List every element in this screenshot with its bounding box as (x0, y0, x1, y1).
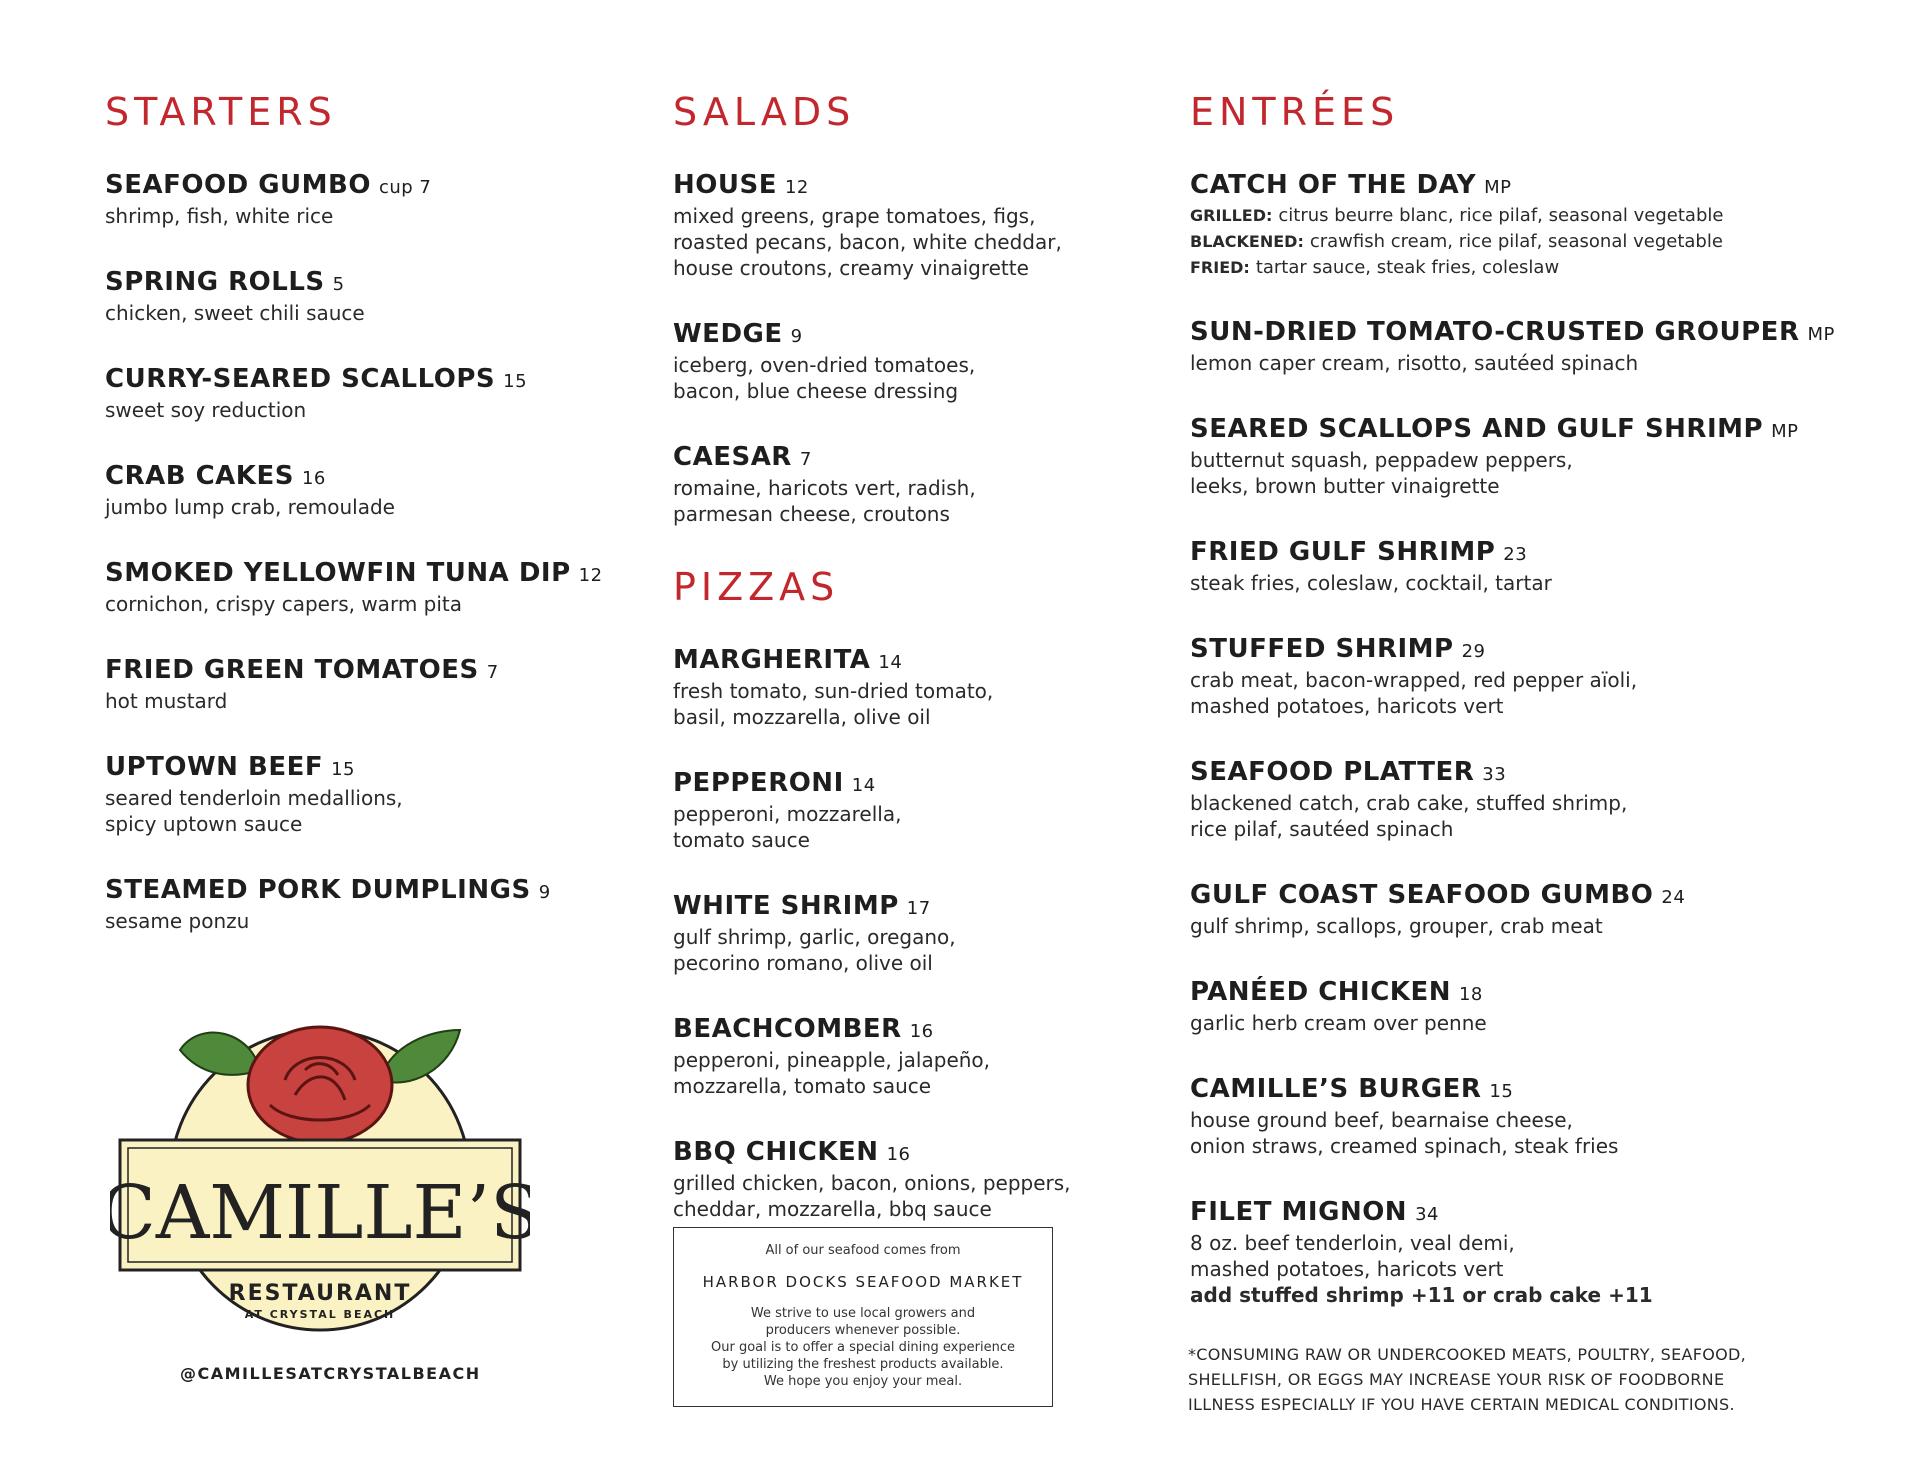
menu-item-description: sweet soy reduction (105, 398, 307, 422)
menu-item-price: MP (1771, 421, 1799, 442)
menu-item (673, 1014, 1143, 1099)
seafood-box-line: We hope you enjoy your meal. (763, 1374, 963, 1389)
menu-item-name: WHITE SHRIMP (673, 891, 899, 921)
seafood-market-name: HARBOR DOCKS SEAFOOD MARKET (702, 1273, 1024, 1291)
catch-prep-row (1190, 255, 1890, 281)
menu-item-price: 24 (1661, 887, 1686, 908)
menu-item-description: steak fries, coleslaw, cocktail, tartar (1190, 571, 1552, 595)
logo-graphic (110, 1010, 530, 1340)
menu-item-description: fresh tomato, sun-dried tomato, (673, 679, 994, 703)
menu-item-name: PANÉED CHICKEN (1190, 977, 1451, 1007)
menu-item-name: BBQ CHICKEN (673, 1137, 879, 1167)
menu-item-name: HOUSE (673, 170, 777, 200)
catch-prep-desc: citrus beurre blanc, rice pilaf, seasonal vegetable (1278, 205, 1724, 226)
menu-item (673, 1137, 1143, 1222)
menu-item (1190, 537, 1890, 596)
menu-item-description: pecorino romano, olive oil (673, 951, 933, 975)
menu-item (1190, 634, 1890, 719)
menu-item-description: mashed potatoes, haricots vert (1190, 694, 1504, 718)
entrees-list (1190, 317, 1890, 1308)
menu-item-name: SPRING ROLLS (105, 267, 325, 297)
menu-item-price: 15 (1489, 1081, 1514, 1102)
menu-item-description: basil, mozzarella, olive oil (673, 705, 931, 729)
leaf-left (180, 1033, 260, 1075)
seafood-intro: All of our seafood comes from (765, 1243, 961, 1258)
menu-item (673, 768, 1143, 853)
menu-item-description: leeks, brown butter vinaigrette (1190, 474, 1500, 498)
menu-item-description: gulf shrimp, scallops, grouper, crab meat (1190, 914, 1603, 938)
menu-item-price: MP (1807, 324, 1835, 345)
disclaimer-line: ILLNESS ESPECIALLY IF YOU HAVE CERTAIN MEDICAL CONDITIONS. (1188, 1395, 1735, 1414)
menu-item-price: 34 (1415, 1204, 1439, 1225)
menu-item-heading (673, 768, 1143, 801)
catch-prep-label: BLACKENED: (1190, 232, 1304, 251)
menu-item-description: jumbo lump crab, remoulade (105, 495, 395, 519)
menu-item-name: UPTOWN BEEF (105, 752, 324, 782)
menu-item-heading (1190, 317, 1890, 350)
catch-prep-desc: crawfish cream, rice pilaf, seasonal vegetable (1309, 231, 1723, 252)
menu-item-price: 9 (790, 326, 803, 347)
menu-item-description: pepperoni, mozzarella, (673, 802, 902, 826)
catch-preps (1190, 203, 1890, 281)
menu-item-price: 18 (1458, 984, 1483, 1005)
logo-wordmark: CAMILLE’S (110, 1170, 530, 1256)
menu-item-description: grilled chicken, bacon, onions, peppers, (673, 1171, 1071, 1195)
catch-prep-row (1190, 203, 1890, 229)
menu-item-description: onion straws, creamed spinach, steak fries (1190, 1134, 1619, 1158)
menu-item-heading (673, 1137, 1143, 1170)
menu-item (673, 891, 1143, 976)
menu-item (105, 752, 625, 837)
menu-item-heading (105, 875, 625, 908)
menu-item (1190, 1074, 1890, 1159)
menu-item-price: 15 (503, 371, 528, 392)
entrees-column (1190, 90, 1890, 1346)
menu-item-description: chicken, sweet chili sauce (105, 301, 365, 325)
menu-item-price: 16 (909, 1021, 934, 1042)
menu-item (105, 655, 625, 714)
menu-item-description: mashed potatoes, haricots vert (1190, 1257, 1504, 1281)
seafood-box-lines (674, 1305, 1052, 1390)
rose-icon (248, 1027, 392, 1143)
salads-list (673, 170, 1143, 527)
menu-item-description: lemon caper cream, risotto, sautéed spinach (1190, 351, 1639, 375)
entrees-title: ENTRÉES (1190, 90, 1400, 134)
menu-item-heading (673, 170, 1143, 203)
restaurant-logo (110, 1010, 530, 1340)
menu-item-name: SEAFOOD GUMBO (105, 170, 371, 200)
menu-item (1190, 880, 1890, 939)
menu-item-name: BEACHCOMBER (673, 1014, 902, 1044)
menu-item-price: MP (1484, 177, 1512, 198)
disclaimer-line: *CONSUMING RAW OR UNDERCOOKED MEATS, POULTRY, SEAFOOD, (1188, 1345, 1747, 1364)
menu-item-description: romaine, haricots vert, radish, (673, 476, 976, 500)
menu-item-description: mozzarella, tomato sauce (673, 1074, 932, 1098)
menu-item-heading (1190, 880, 1890, 913)
menu-item-description: seared tenderloin medallions, (105, 786, 403, 810)
menu-item-heading (1190, 634, 1890, 667)
health-disclaimer (1188, 1342, 1828, 1417)
menu-item-description: garlic herb cream over penne (1190, 1011, 1487, 1035)
menu-item-price: 9 (538, 882, 551, 903)
disclaimer-line: SHELLFISH, OR EGGS MAY INCREASE YOUR RISK OF FOODBORNE (1188, 1370, 1725, 1389)
menu-item-price: 33 (1482, 764, 1507, 785)
menu-item-name: MARGHERITA (673, 645, 871, 675)
menu-item (673, 645, 1143, 730)
menu-item (105, 461, 625, 520)
menu-item (1190, 757, 1890, 842)
menu-item-description: house ground beef, bearnaise cheese, (1190, 1108, 1573, 1132)
menu-item-price: cup 7 (378, 177, 432, 198)
menu-item-description: 8 oz. beef tenderloin, veal demi, (1190, 1231, 1515, 1255)
menu-item-description: cornichon, crispy capers, warm pita (105, 592, 463, 616)
menu-item-heading (105, 170, 625, 203)
menu-item-price: 7 (799, 449, 812, 470)
menu-item-name: STUFFED SHRIMP (1190, 634, 1454, 664)
menu-item (1190, 414, 1890, 499)
menu-item (105, 364, 625, 423)
seafood-box-line: Our goal is to offer a special dining experience (711, 1340, 1015, 1355)
menu-item-name: SEAFOOD PLATTER (1190, 757, 1475, 787)
menu-item-heading (673, 442, 1143, 475)
menu-item-heading (105, 364, 625, 397)
menu-item-description: cheddar, mozzarella, bbq sauce (673, 1197, 992, 1221)
seafood-source-box (673, 1227, 1053, 1407)
menu-item-price: 12 (784, 177, 809, 198)
menu-item-price: 16 (886, 1144, 911, 1165)
menu-item-description: tomato sauce (673, 828, 810, 852)
menu-item-description: roasted pecans, bacon, white cheddar, (673, 230, 1062, 254)
menu-item-name: FRIED GULF SHRIMP (1190, 537, 1496, 567)
menu-item-name: GULF COAST SEAFOOD GUMBO (1190, 880, 1654, 910)
menu-item-heading (1190, 537, 1890, 570)
menu-item-heading (1190, 1074, 1890, 1107)
menu-item (105, 170, 625, 229)
catch-of-the-day (1190, 170, 1890, 281)
menu-item-addon: add stuffed shrimp +11 or crab cake +11 (1190, 1283, 1653, 1307)
menu-item-description: gulf shrimp, garlic, oregano, (673, 925, 956, 949)
menu-item-price: 14 (851, 775, 876, 796)
menu-item (673, 319, 1143, 404)
menu-item (673, 442, 1143, 527)
menu-item-description: spicy uptown sauce (105, 812, 303, 836)
seafood-box-line: producers whenever possible. (765, 1323, 961, 1338)
menu-item-description: parmesan cheese, croutons (673, 502, 950, 526)
catch-prep-row (1190, 229, 1890, 255)
menu-item-heading (105, 267, 625, 300)
menu-item-heading (673, 319, 1143, 352)
starters-column (105, 90, 625, 972)
catch-prep-desc: tartar sauce, steak fries, coleslaw (1255, 257, 1560, 278)
menu-item-description: rice pilaf, sautéed spinach (1190, 817, 1454, 841)
menu-item-heading (673, 891, 1143, 924)
starters-list (105, 170, 625, 934)
salads-title: SALADS (673, 90, 856, 134)
menu-item-heading (673, 645, 1143, 678)
menu-item-name: CAMILLE’S BURGER (1190, 1074, 1482, 1104)
menu-item-name: SMOKED YELLOWFIN TUNA DIP (105, 558, 571, 588)
menu-item-description: sesame ponzu (105, 909, 250, 933)
menu-item-description: iceberg, oven-dried tomatoes, (673, 353, 976, 377)
menu-item-description: shrimp, fish, white rice (105, 204, 334, 228)
social-handle: @CAMILLESATCRYSTALBEACH (180, 1364, 481, 1383)
menu-item-name: FILET MIGNON (1190, 1197, 1408, 1227)
catch-prep-label: FRIED: (1190, 258, 1250, 277)
menu-item-name: STEAMED PORK DUMPLINGS (105, 875, 531, 905)
menu-item-heading (105, 461, 625, 494)
menu-item-price: 17 (906, 898, 931, 919)
menu-item-heading (1190, 977, 1890, 1010)
menu-item-description: butternut squash, peppadew peppers, (1190, 448, 1573, 472)
menu-item (673, 170, 1143, 281)
menu-item-heading (673, 1014, 1143, 1047)
starters-title: STARTERS (105, 90, 337, 134)
menu-item-heading (1190, 757, 1890, 790)
menu-item-price: 15 (331, 759, 356, 780)
menu-item (105, 875, 625, 934)
menu-item (105, 267, 625, 326)
menu-item-price: 7 (486, 662, 499, 683)
menu-item-description: house croutons, creamy vinaigrette (673, 256, 1029, 280)
menu-item-name: CATCH OF THE DAY (1190, 170, 1477, 200)
catch-prep-label: GRILLED: (1190, 206, 1273, 225)
pizzas-list (673, 645, 1143, 1222)
menu-item (1190, 317, 1890, 376)
menu-item-price: 14 (878, 652, 903, 673)
menu-item-name: CURRY-SEARED SCALLOPS (105, 364, 496, 394)
menu-item-name: FRIED GREEN TOMATOES (105, 655, 479, 685)
menu-item-name: SUN-DRIED TOMATO-CRUSTED GROUPER (1190, 317, 1800, 347)
menu-item (1190, 977, 1890, 1036)
menu-item-name: SEARED SCALLOPS AND GULF SHRIMP (1190, 414, 1764, 444)
menu-item-price: 29 (1461, 641, 1486, 662)
logo-subtitle: RESTAURANT (228, 1281, 412, 1306)
logo-tagline: AT CRYSTAL BEACH (244, 1308, 396, 1321)
menu-item-price: 12 (578, 565, 603, 586)
menu-item-description: hot mustard (105, 689, 228, 713)
menu-item-heading (105, 655, 625, 688)
menu-item-description: crab meat, bacon-wrapped, red pepper aïoli, (1190, 668, 1638, 692)
menu-item-heading (105, 558, 625, 591)
menu-item-heading (105, 752, 625, 785)
menu-item-description: blackened catch, crab cake, stuffed shrimp, (1190, 791, 1628, 815)
menu-item (105, 558, 625, 617)
menu-item-heading (1190, 1197, 1890, 1230)
menu-item-name: CAESAR (673, 442, 792, 472)
menu-item-price: 5 (332, 274, 345, 295)
menu-item-description: bacon, blue cheese dressing (673, 379, 959, 403)
pizzas-title: PIZZAS (673, 565, 840, 609)
seafood-box-line: by utilizing the freshest products available. (722, 1357, 1004, 1372)
seafood-box-line: We strive to use local growers and (750, 1306, 976, 1321)
menu-item-name: WEDGE (673, 319, 783, 349)
menu-item-name: CRAB CAKES (105, 461, 294, 491)
menu-item-price: 16 (301, 468, 326, 489)
menu-item (1190, 1197, 1890, 1308)
menu-item-name: PEPPERONI (673, 768, 844, 798)
menu-item-description: mixed greens, grape tomatoes, figs, (673, 204, 1036, 228)
menu-item-description: pepperoni, pineapple, jalapeño, (673, 1048, 991, 1072)
menu-item-heading (1190, 414, 1890, 447)
salads-pizzas-column (673, 90, 1143, 1260)
menu-item-price: 23 (1503, 544, 1528, 565)
